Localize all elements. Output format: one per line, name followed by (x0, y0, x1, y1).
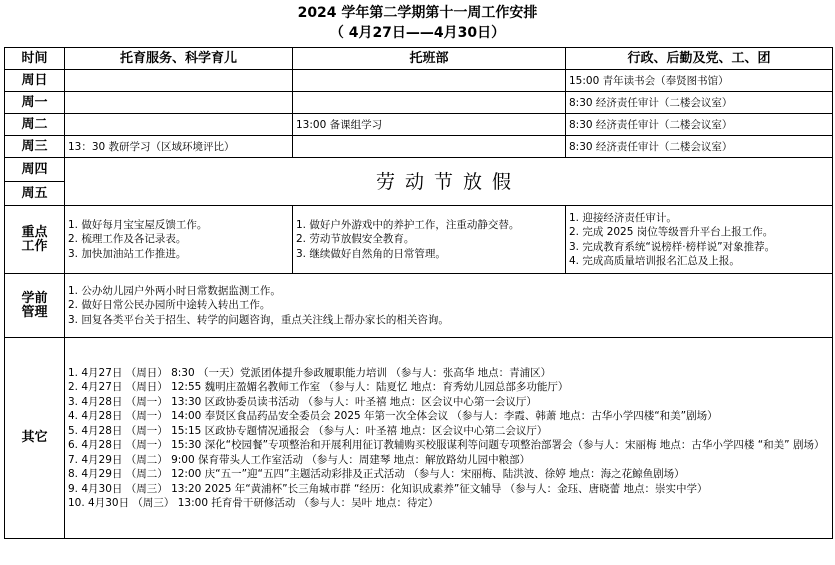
childcare-cell (65, 114, 293, 136)
list-item: 9. 4月30日 （周三） 13:20 2025 年“黄浦杯”长三角城市群 “经历：化知识成素养”征文辅导 （参与人：金珏、唐晓蕾 地点：崇实中学） (68, 482, 708, 495)
other-content (65, 338, 833, 539)
preschool-content (65, 274, 833, 338)
key-work-label (5, 206, 65, 274)
list-item: 1. 4月27日 （周日） 8:30 （一天）党派团体提升参政履职能力培训 （参与人：张高华 地点：青浦区） (68, 366, 552, 379)
admin-cell: 8:30 经济责任审计（二楼会议室） (566, 114, 833, 136)
list-item: 3. 继续做好自然角的日常管理。 (296, 247, 446, 260)
list-item: 4. 4月28日 （周一） 14:00 奉贤区食品药品安全委员会 2025 年第一次全体会议 （参与人：李霞、韩萧 地点：古华小学四楼“和美”剧场） (68, 410, 718, 422)
day-label-friday: 周五 (5, 182, 65, 206)
preschool-label (5, 274, 65, 338)
day-row-sunday (5, 70, 833, 92)
holiday-banner: 劳动节放假 (65, 158, 833, 206)
day-row-tuesday (5, 114, 833, 136)
key-work-label-line1: 重点 (21, 224, 48, 240)
childcare-cell: 13：30 教研学习（区域环境评比） (65, 136, 293, 158)
key-work-nursery (293, 206, 566, 274)
key-work-row (5, 206, 833, 274)
header-time: 时间 (5, 48, 65, 70)
page-title: 2024 学年第二学期第十一周工作安排 (297, 5, 538, 21)
preschool-label-line2: 管理 (21, 304, 48, 320)
day-label: 周日 (5, 70, 65, 92)
list-item: 7. 4月29日 （周二） 9:00 保育带头人工作室活动 （参与人：周建琴 地点：解放路幼儿园中粮部） (68, 453, 531, 466)
childcare-cell (65, 92, 293, 114)
list-item: 10. 4月30日 （周三） 13:00 托育骨干研修活动 （参与人：吴叶 地点：待定） (68, 497, 439, 509)
list-item: 3. 完成教育系统“说榜样·榜样说”对象推荐。 (569, 240, 776, 253)
preschool-row (5, 274, 833, 338)
nursery-cell (293, 70, 566, 92)
list-item: 6. 4月28日 （周一） 15:30 深化“校园餐”专项整治和开展利用征订教辅购买校服谋利等问题专项整治部署会（参与人：宋丽梅 地点：古华小学四楼 “和美” 剧场） (68, 439, 825, 451)
list-item: 1. 公办幼儿园户外两小时日常数据监测工作。 (68, 284, 281, 297)
day-row-wednesday (5, 136, 833, 158)
list-item: 8. 4月29日 （周二） 12:00 庆“五一”迎“五四”主题活动彩排及正式活动 （参与人：宋丽梅、陆洪波、徐婷 地点：海之花鲸鱼剧场） (68, 468, 685, 480)
list-item: 1. 做好每月宝宝屋反馈工作。 (68, 218, 208, 231)
key-work-label-line2: 工作 (21, 238, 48, 254)
list-item: 3. 加快加油站工作推进。 (68, 247, 187, 260)
childcare-cell (65, 70, 293, 92)
admin-cell: 8:30 经济责任审计（二楼会议室） (566, 136, 833, 158)
day-label: 周一 (5, 92, 65, 114)
list-item: 5. 4月28日 （周一） 15:15 区政协专题情况通报会 （参与人：叶圣禧 地点：区会议中心第二会议厅） (68, 424, 548, 437)
nursery-cell (293, 92, 566, 114)
header-childcare: 托育服务、科学育儿 (65, 48, 293, 70)
day-row-thursday (5, 158, 833, 182)
schedule-table (4, 47, 833, 539)
header-admin: 行政、后勤及党、工、团 (566, 48, 833, 70)
list-item: 2. 做好日常公民办园所中途转入转出工作。 (68, 299, 271, 312)
list-item: 2. 完成 2025 岗位等级晋升平台上报工作。 (569, 226, 774, 238)
list-item: 2. 4月27日 （周日） 12:55 魏明庄盈媚名教师工作室 （参与人：陆夏忆 地点：育秀幼儿园总部多功能厅） (68, 381, 569, 393)
page-subtitle: （ 4月27日——4月30日） (329, 25, 506, 41)
day-row-monday (5, 92, 833, 114)
header-row (5, 48, 833, 70)
list-item: 3. 4月28日 （周一） 13:30 区政协委员读书活动 （参与人：叶圣禧 地点：区会议中心第一会议厅） (68, 395, 537, 408)
key-work-admin (566, 206, 833, 274)
nursery-cell (293, 136, 566, 158)
key-work-childcare (65, 206, 293, 274)
header-nursery: 托班部 (293, 48, 566, 70)
list-item: 2. 劳动节放假安全教育。 (296, 233, 415, 246)
day-label: 周二 (5, 114, 65, 136)
preschool-label-line1: 学前 (21, 290, 48, 306)
other-label: 其它 (5, 338, 65, 539)
list-item: 3. 回复各类平台关于招生、转学的问题咨询，重点关注线上帮办家长的相关咨询。 (68, 313, 449, 326)
other-row (5, 338, 833, 539)
list-item: 2. 梳理工作及各记录表。 (68, 233, 187, 246)
day-label: 周三 (5, 136, 65, 158)
list-item: 1. 迎接经济责任审计。 (569, 211, 677, 224)
admin-cell: 8:30 经济责任审计（二楼会议室） (566, 92, 833, 114)
list-item: 1. 做好户外游戏中的养护工作，注重动静交替。 (296, 218, 520, 231)
day-label-thursday: 周四 (5, 158, 65, 182)
list-item: 4. 完成高质量培训报名汇总及上报。 (569, 255, 740, 267)
admin-cell: 15:00 青年读书会（奉贤图书馆） (566, 70, 833, 92)
nursery-cell: 13:00 备课组学习 (293, 114, 566, 136)
